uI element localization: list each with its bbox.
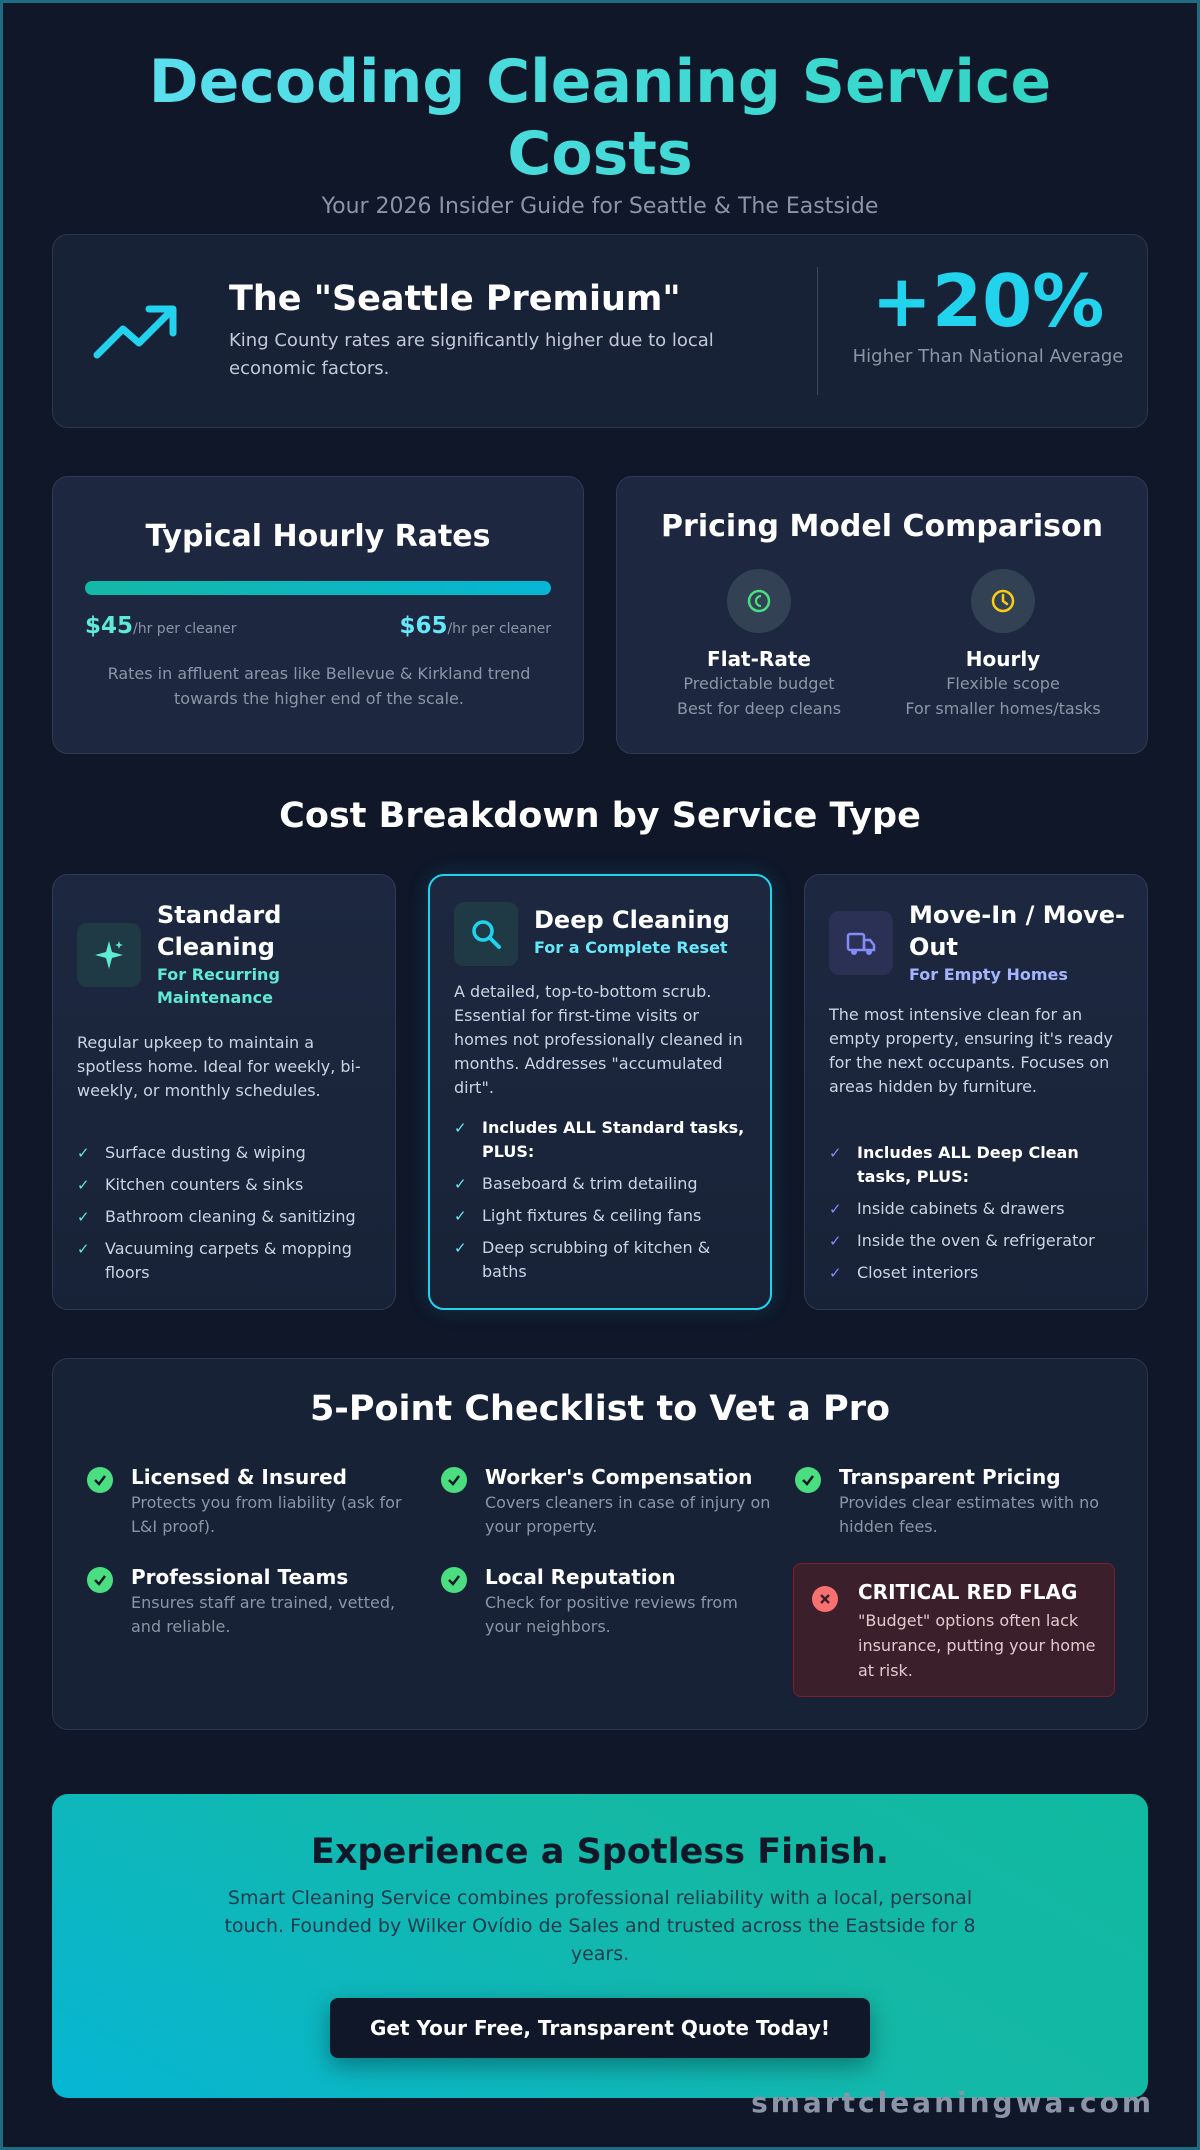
feature-text: Includes ALL Standard tasks, PLUS: bbox=[482, 1118, 745, 1161]
check-icon: ✓ bbox=[829, 1232, 842, 1250]
premium-stat-label: Higher Than National Average bbox=[852, 346, 1124, 367]
list-item bbox=[829, 1197, 1129, 1221]
list-item bbox=[829, 1261, 1129, 1285]
feature-text: Baseboard & trim detailing bbox=[482, 1174, 698, 1193]
service-features bbox=[829, 1141, 1129, 1293]
search-icon bbox=[454, 902, 518, 966]
service-tag: For Empty Homes bbox=[909, 965, 1068, 984]
service-name: Standard Cleaning bbox=[157, 901, 282, 961]
model-line: Predictable budget bbox=[683, 674, 835, 693]
service-tag: For Recurring Maintenance bbox=[157, 965, 280, 1007]
checklist-item-title: Local Reputation bbox=[485, 1565, 676, 1589]
service-description: The most intensive clean for an empty property, ensuring it's ready for the next occupants. Focuses on areas hidden by furniture. bbox=[829, 1005, 1113, 1096]
rate-low bbox=[85, 613, 237, 639]
check-circle-icon bbox=[87, 1467, 113, 1493]
checklist-item bbox=[795, 1463, 1125, 1539]
check-circle-icon bbox=[795, 1467, 821, 1493]
feature-text: Deep scrubbing of kitchen & baths bbox=[482, 1238, 711, 1281]
check-icon: ✓ bbox=[77, 1176, 90, 1194]
service-card-deep bbox=[428, 874, 772, 1310]
checklist-item-desc: Covers cleaners in case of injury on your property. bbox=[485, 1493, 771, 1536]
check-icon: ✓ bbox=[77, 1208, 90, 1226]
check-circle-icon bbox=[441, 1467, 467, 1493]
premium-stat bbox=[843, 261, 1133, 371]
get-quote-button[interactable]: Get Your Free, Transparent Quote Today! bbox=[330, 1998, 870, 2058]
service-card-standard bbox=[52, 874, 396, 1310]
service-description: Regular upkeep to maintain a spotless home. Ideal for weekly, bi-weekly, or monthly schedules. bbox=[77, 1033, 361, 1100]
page-title: Decoding Cleaning Service Costs bbox=[52, 46, 1148, 190]
rate-low-unit: /hr per cleaner bbox=[133, 621, 237, 637]
model-hourly bbox=[883, 569, 1123, 721]
checklist-item-desc: Protects you from liability (ask for L&I proof). bbox=[131, 1493, 402, 1536]
feature-text: Surface dusting & wiping bbox=[105, 1143, 306, 1162]
feature-text: Kitchen counters & sinks bbox=[105, 1175, 304, 1194]
list-item bbox=[454, 1236, 754, 1284]
checklist-item bbox=[441, 1563, 771, 1639]
list-item bbox=[77, 1141, 377, 1165]
hourly-rates-title: Typical Hourly Rates bbox=[145, 519, 491, 554]
list-item bbox=[454, 1204, 754, 1228]
premium-stat-value: +20% bbox=[871, 259, 1105, 343]
red-flag-desc: "Budget" options often lack insurance, putting your home at risk. bbox=[858, 1611, 1096, 1680]
rate-range-bar bbox=[85, 581, 551, 595]
service-name: Deep Cleaning bbox=[534, 906, 730, 934]
rate-high-unit: /hr per cleaner bbox=[447, 621, 551, 637]
services-title: Cost Breakdown by Service Type bbox=[279, 796, 921, 836]
checklist-item bbox=[441, 1463, 771, 1539]
checklist-item-title: Transparent Pricing bbox=[839, 1465, 1061, 1489]
model-line: Best for deep cleans bbox=[676, 699, 842, 718]
check-icon: ✓ bbox=[829, 1264, 842, 1282]
check-icon: ✓ bbox=[829, 1144, 842, 1162]
feature-text: Vacuuming carpets & mopping floors bbox=[105, 1239, 352, 1282]
checklist-item bbox=[87, 1563, 417, 1639]
model-name: Hourly bbox=[965, 647, 1041, 671]
feature-text: Inside the oven & refrigerator bbox=[857, 1231, 1095, 1250]
checklist-title: 5-Point Checklist to Vet a Pro bbox=[309, 1389, 891, 1429]
rate-high-value: $65 bbox=[399, 613, 448, 639]
red-flag-title: CRITICAL RED FLAG bbox=[858, 1580, 1078, 1604]
checklist-item bbox=[87, 1463, 417, 1539]
check-icon: ✓ bbox=[454, 1175, 467, 1193]
checklist-item-title: Professional Teams bbox=[131, 1565, 349, 1589]
website-url[interactable]: smartcleaningwa.com bbox=[751, 2086, 1154, 2119]
rate-high bbox=[399, 613, 551, 639]
check-icon: ✓ bbox=[454, 1119, 467, 1137]
infographic bbox=[52, 0, 1148, 2040]
feature-text: Bathroom cleaning & sanitizing bbox=[105, 1207, 356, 1226]
list-item bbox=[454, 1172, 754, 1196]
list-item bbox=[77, 1173, 377, 1197]
list-item bbox=[77, 1205, 377, 1229]
page-subtitle: Your 2026 Insider Guide for Seattle & The Eastside bbox=[321, 194, 879, 219]
rate-low-value: $45 bbox=[85, 613, 134, 639]
service-header bbox=[157, 899, 381, 1009]
feature-text: Closet interiors bbox=[857, 1263, 979, 1282]
sparkles-icon bbox=[77, 923, 141, 987]
checklist-item-title: Worker's Compensation bbox=[485, 1465, 753, 1489]
model-line: Flexible scope bbox=[946, 674, 1060, 693]
service-description: A detailed, top-to-bottom scrub. Essential for first-time visits or homes not professionally cleaned in months. Addresses "accumulated dirt". bbox=[454, 982, 743, 1097]
rates-note: Rates in affluent areas like Bellevue & Kirkland trend towards the higher end of the scale. bbox=[107, 664, 531, 708]
check-icon: ✓ bbox=[829, 1200, 842, 1218]
service-tag: For a Complete Reset bbox=[534, 938, 728, 957]
service-features bbox=[454, 1116, 754, 1292]
clock-icon bbox=[971, 569, 1035, 633]
service-header bbox=[534, 904, 758, 959]
x-circle-icon bbox=[812, 1586, 838, 1612]
checklist-item-title: Licensed & Insured bbox=[131, 1465, 347, 1489]
list-item bbox=[454, 1116, 754, 1164]
service-header bbox=[909, 899, 1133, 986]
cta-title: Experience a Spotless Finish. bbox=[310, 1832, 890, 1872]
service-features bbox=[77, 1141, 377, 1293]
checklist-item-desc: Check for positive reviews from your neighbors. bbox=[485, 1593, 738, 1636]
premium-divider bbox=[817, 267, 818, 395]
checklist-item-desc: Ensures staff are trained, vetted, and reliable. bbox=[131, 1593, 396, 1636]
hourly-rates-card bbox=[52, 476, 584, 754]
check-icon: ✓ bbox=[454, 1207, 467, 1225]
list-item bbox=[77, 1237, 377, 1285]
moving-truck-icon bbox=[829, 911, 893, 975]
feature-text: Inside cabinets & drawers bbox=[857, 1199, 1065, 1218]
seattle-premium-card bbox=[52, 234, 1148, 428]
red-flag-box bbox=[793, 1563, 1115, 1697]
model-name: Flat-Rate bbox=[707, 647, 811, 671]
check-icon: ✓ bbox=[77, 1144, 90, 1162]
check-icon: ✓ bbox=[454, 1239, 467, 1257]
service-name: Move-In / Move-Out bbox=[909, 901, 1125, 961]
premium-description: King County rates are significantly higher due to local economic factors. bbox=[229, 330, 714, 379]
trending-up-icon bbox=[91, 301, 179, 361]
flat-rate-icon bbox=[727, 569, 791, 633]
pricing-model-title: Pricing Model Comparison bbox=[661, 509, 1103, 544]
service-card-move bbox=[804, 874, 1148, 1310]
check-circle-icon bbox=[87, 1567, 113, 1593]
pricing-model-card bbox=[616, 476, 1148, 754]
premium-title: The "Seattle Premium" bbox=[229, 279, 681, 319]
model-flat-rate bbox=[639, 569, 879, 721]
model-line: For smaller homes/tasks bbox=[905, 699, 1101, 718]
cta-panel bbox=[52, 1794, 1148, 2098]
vetting-checklist bbox=[52, 1358, 1148, 1730]
feature-text: Includes ALL Deep Clean tasks, PLUS: bbox=[857, 1143, 1079, 1186]
check-circle-icon bbox=[441, 1567, 467, 1593]
checklist-item-desc: Provides clear estimates with no hidden fees. bbox=[839, 1493, 1100, 1536]
list-item bbox=[829, 1141, 1129, 1189]
header bbox=[52, 0, 1148, 256]
list-item bbox=[829, 1229, 1129, 1253]
feature-text: Light fixtures & ceiling fans bbox=[482, 1206, 702, 1225]
cta-text: Smart Cleaning Service combines professional reliability with a local, personal touch. Founded by Wilker Ovídio de Sales and trusted across the Eastside for 8 years. bbox=[224, 1887, 976, 1965]
check-icon: ✓ bbox=[77, 1240, 90, 1258]
